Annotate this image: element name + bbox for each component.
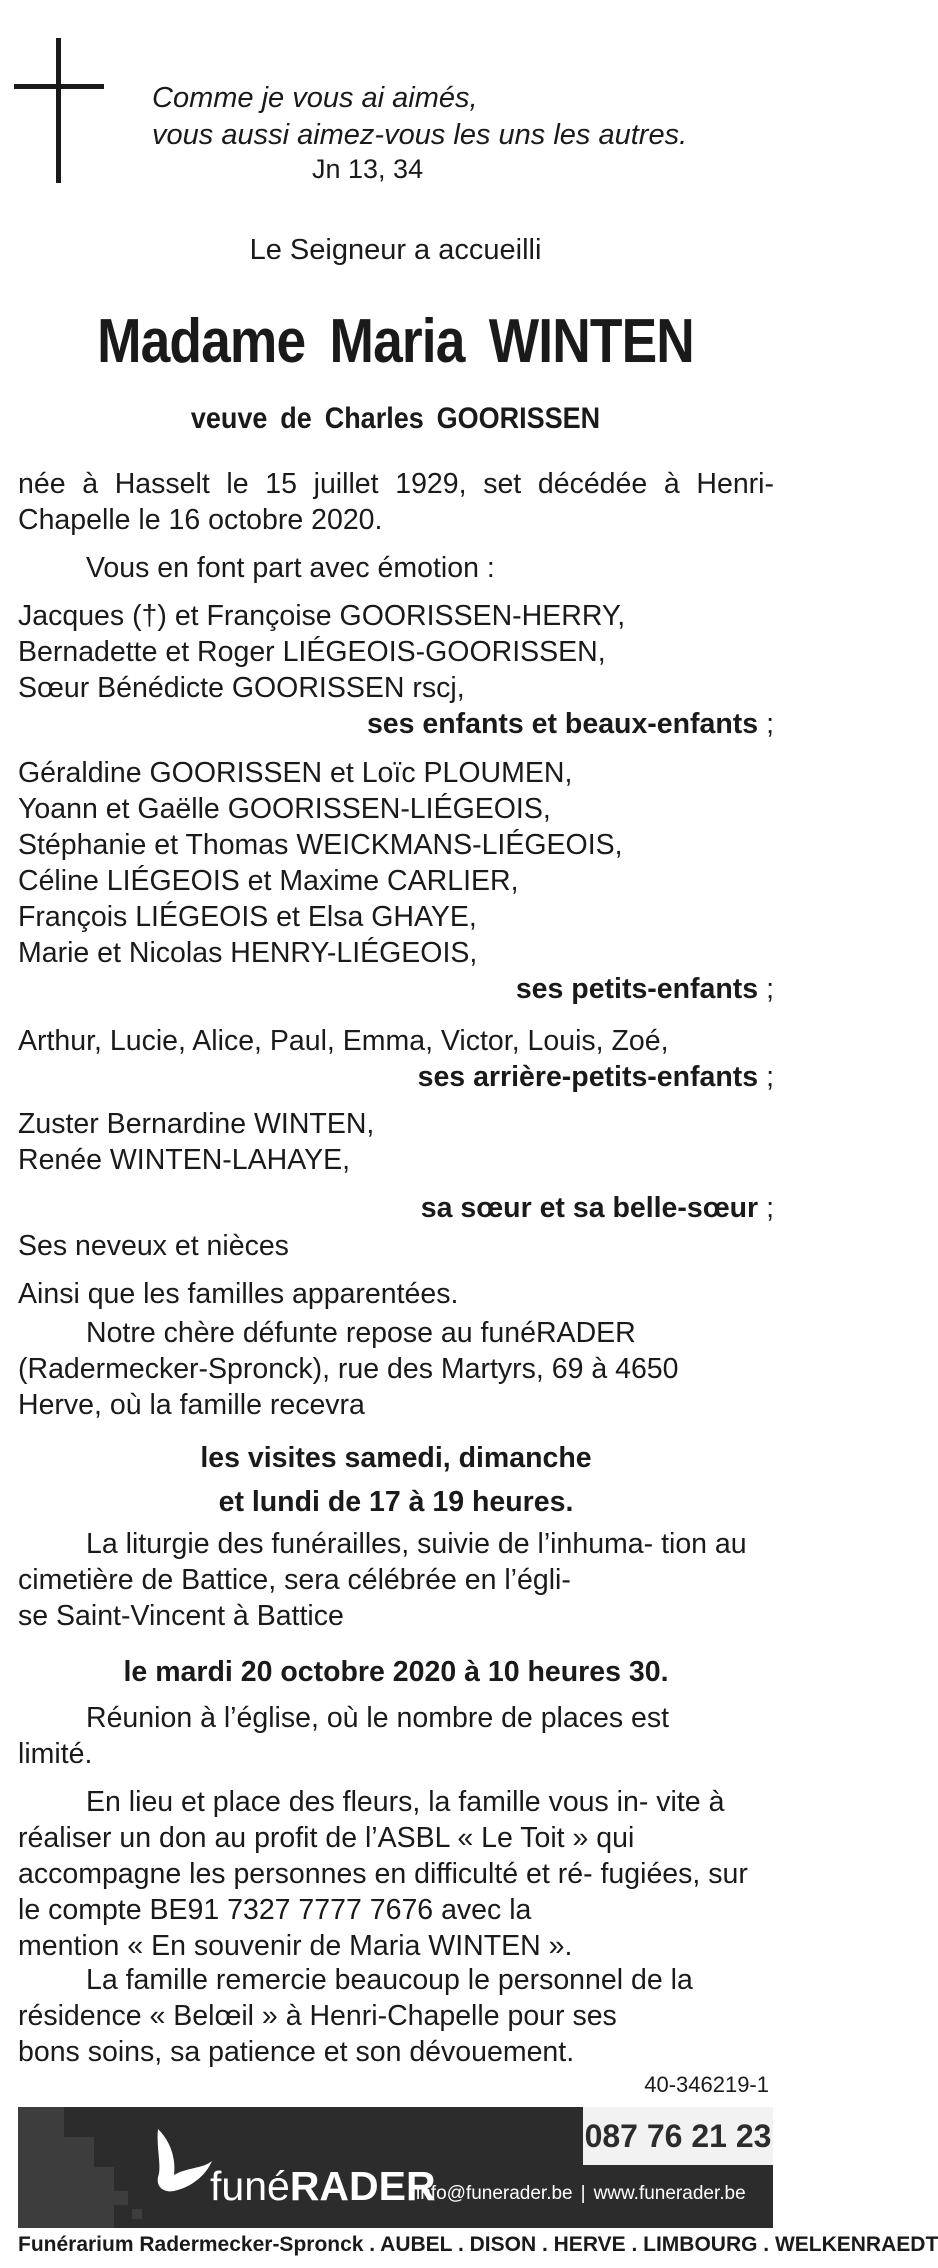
relation-label: ses arrière-petits-enfants ; bbox=[417, 1061, 774, 1093]
verse-line: vous aussi aimez-vous les uns les autres. bbox=[152, 119, 688, 151]
bible-verse bbox=[152, 80, 687, 154]
family-member: Géraldine GOORISSEN et Loïc PLOUMEN, bbox=[18, 757, 573, 789]
family-member: Renée WINTEN-LAHAYE, bbox=[18, 1144, 351, 1176]
email-link[interactable]: info@funerader.be bbox=[416, 2183, 573, 2204]
contact-line: info@funerader.be | www.funerader.be bbox=[416, 2183, 746, 2204]
family-member: Céline LIÉGEOIS et Maxime CARLIER, bbox=[18, 865, 519, 897]
relation-label: sa sœur et sa belle-sœur ; bbox=[420, 1192, 774, 1224]
grandchildren-block bbox=[18, 755, 774, 1007]
intro-text: Le Seigneur a accueilli bbox=[249, 234, 542, 266]
liturgy-paragraph: La liturgie des funérailles, suivie de l’inhuma- tion au cimetière de Battice, sera célébrée en l’égli- se Saint-Vincent à Battice bbox=[18, 1528, 747, 1632]
widow-of: veuve de Charles GOORISSEN bbox=[190, 402, 601, 435]
family-member: Yoann et Gaëlle GOORISSEN-LIÉGEOIS, bbox=[18, 793, 551, 825]
repose-paragraph: Notre chère défunte repose au funéRADER (Radermecker-Spronck), rue des Martyrs, 69 à 4650 Herve, où la famille recevra bbox=[18, 1317, 679, 1421]
website-link[interactable]: www.funerader.be bbox=[593, 2183, 746, 2204]
locations-line: Funérarium Radermecker-Spronck . AUBEL . DISON . HERVE . LIMBOURG . WELKENRAEDT bbox=[18, 2233, 938, 2256]
brand-logo: funéRADER bbox=[210, 2163, 436, 2209]
flowers-paragraph: En lieu et place des fleurs, la famille vous in- vite à réaliser un don au profit de l’ASBL « Le Toit » qui accompagne les personnes en difficulté et ré- fugiées, sur le compte BE91 7327 7777 7676 avec la mention « En souvenir de Maria WINTEN ». bbox=[18, 1786, 748, 1962]
reunion-paragraph: Réunion à l’église, où le nombre de places est limité. bbox=[18, 1702, 670, 1770]
announce-line: Vous en font part avec émotion : bbox=[86, 552, 495, 584]
verse-line: Comme je vous ai aimés, bbox=[152, 82, 478, 114]
deceased-name: Madame Maria WINTEN bbox=[97, 307, 694, 376]
relation-label: ses petits-enfants ; bbox=[515, 973, 774, 1005]
family-member: François LIÉGEOIS et Elsa GHAYE, bbox=[18, 901, 477, 933]
other-relatives: Ses neveux et nièces Ainsi que les familles apparentées. bbox=[18, 1230, 459, 1310]
family-member: Jacques (†) et Françoise GOORISSEN-HERRY, bbox=[18, 600, 626, 632]
thanks-paragraph: La famille remercie beaucoup le personnel de la résidence « Belœil » à Henri-Chapelle pour ses bons soins, sa patience et son dévouement. bbox=[18, 1964, 693, 2068]
dove-logo-icon bbox=[148, 2121, 218, 2197]
birth-death-paragraph: née à Hasselt le 15 juillet 1929, set décédée à Henri- Chapelle le 16 octobre 2020. bbox=[18, 468, 774, 536]
family-member: Zuster Bernardine WINTEN, bbox=[18, 1108, 375, 1140]
visits-schedule: les visites samedi, dimanche et lundi de 17 à 19 heures. bbox=[200, 1442, 592, 1518]
family-member: Arthur, Lucie, Alice, Paul, Emma, Victor, Louis, Zoé, bbox=[18, 1025, 669, 1057]
ceremony-date: le mardi 20 octobre 2020 à 10 heures 30. bbox=[123, 1656, 669, 1688]
phone-number[interactable]: 087 76 21 23 bbox=[583, 2107, 773, 2165]
verse-reference: Jn 13, 34 bbox=[312, 154, 424, 184]
family-member: Stéphanie et Thomas WEICKMANS-LIÉGEOIS, bbox=[18, 829, 623, 861]
relation-label: ses enfants et beaux-enfants ; bbox=[366, 708, 774, 740]
great-grandchildren-block bbox=[18, 1023, 774, 1095]
family-member: Bernadette et Roger LIÉGEOIS-GOORISSEN, bbox=[18, 636, 606, 668]
cross-icon bbox=[14, 38, 104, 183]
reference-code: 40-346219-1 bbox=[644, 2072, 769, 2097]
siblings-block bbox=[18, 1106, 774, 1226]
funeral-home-banner bbox=[18, 2107, 773, 2228]
children-block bbox=[18, 598, 774, 742]
family-member: Sœur Bénédicte GOORISSEN rscj, bbox=[18, 672, 465, 704]
family-member: Marie et Nicolas HENRY-LIÉGEOIS, bbox=[18, 937, 478, 969]
